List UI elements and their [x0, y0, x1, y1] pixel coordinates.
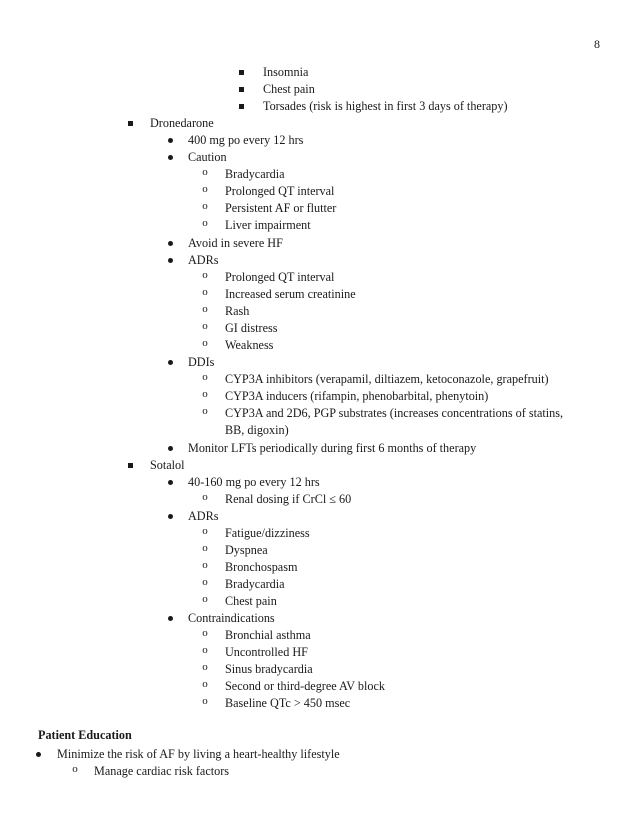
circle-bullet-icon: o	[202, 200, 208, 212]
list-item: Prolonged QT interval	[225, 184, 335, 198]
list-item: Second or third-degree AV block	[225, 679, 385, 693]
list-item: ADRs	[188, 509, 219, 523]
dot-bullet-icon	[165, 252, 175, 267]
list-item: Dronedarone	[150, 116, 214, 130]
list-item: Contraindications	[188, 611, 275, 625]
circle-bullet-icon: o	[202, 320, 208, 332]
square-bullet-icon	[236, 81, 246, 96]
dot-bullet-icon	[165, 440, 175, 455]
list-item: Avoid in severe HF	[188, 236, 283, 250]
circle-bullet-icon: o	[202, 593, 208, 605]
list-item: Monitor LFTs periodically during first 6 months of therapy	[188, 441, 477, 455]
list-item: Sotalol	[150, 458, 185, 472]
circle-bullet-icon: o	[202, 695, 208, 707]
dot-bullet-icon	[165, 235, 175, 250]
list-item: CYP3A inhibitors (verapamil, diltiazem, ketoconazole, grapefruit)	[225, 372, 549, 386]
list-item: Persistent AF or flutter	[225, 201, 337, 215]
list-item: Bradycardia	[225, 577, 285, 591]
list-item: 40-160 mg po every 12 hrs	[188, 475, 320, 489]
list-item: Chest pain	[263, 82, 315, 96]
circle-bullet-icon: o	[202, 337, 208, 349]
patient-education-heading: Patient Education	[38, 728, 132, 742]
circle-bullet-icon: o	[72, 763, 78, 775]
patient-education-item: Minimize the risk of AF by living a heart-healthy lifestyle	[57, 747, 340, 761]
list-item: Bronchial asthma	[225, 628, 311, 642]
dot-bullet-icon	[165, 610, 175, 625]
list-item: Rash	[225, 304, 250, 318]
list-item: Chest pain	[225, 594, 277, 608]
circle-bullet-icon: o	[202, 217, 208, 229]
list-item: Fatigue/dizziness	[225, 526, 310, 540]
list-item: Caution	[188, 150, 227, 164]
square-bullet-icon	[236, 98, 246, 113]
dot-bullet-icon	[165, 132, 175, 147]
circle-bullet-icon: o	[202, 286, 208, 298]
list-item: Uncontrolled HF	[225, 645, 308, 659]
circle-bullet-icon: o	[202, 525, 208, 537]
list-item: Torsades (risk is highest in first 3 days of therapy)	[263, 99, 508, 113]
list-item: DDIs	[188, 355, 215, 369]
square-bullet-icon	[236, 64, 246, 79]
list-item: ADRs	[188, 253, 219, 267]
dot-bullet-icon	[165, 149, 175, 164]
list-item: Increased serum creatinine	[225, 287, 356, 301]
circle-bullet-icon: o	[202, 371, 208, 383]
list-item: GI distress	[225, 321, 278, 335]
circle-bullet-icon: o	[202, 661, 208, 673]
list-item: Bronchospasm	[225, 560, 298, 574]
list-item: Bradycardia	[225, 167, 285, 181]
square-bullet-icon	[125, 457, 135, 472]
list-item: 400 mg po every 12 hrs	[188, 133, 304, 147]
dot-bullet-icon	[33, 746, 43, 761]
patient-education-item: Manage cardiac risk factors	[94, 764, 230, 778]
page-number: 8	[594, 37, 600, 51]
circle-bullet-icon: o	[202, 542, 208, 554]
circle-bullet-icon: o	[202, 183, 208, 195]
dot-bullet-icon	[165, 474, 175, 489]
circle-bullet-icon: o	[202, 269, 208, 281]
list-item: Prolonged QT interval	[225, 270, 335, 284]
list-item: Liver impairment	[225, 218, 311, 232]
circle-bullet-icon: o	[202, 166, 208, 178]
list-item: Renal dosing if CrCl ≤ 60	[225, 492, 352, 506]
circle-bullet-icon: o	[202, 678, 208, 690]
square-bullet-icon	[125, 115, 135, 130]
list-item: Insomnia	[263, 65, 309, 79]
list-item: CYP3A inducers (rifampin, phenobarbital, phenytoin)	[225, 389, 489, 403]
circle-bullet-icon: o	[202, 644, 208, 656]
circle-bullet-icon: o	[202, 627, 208, 639]
circle-bullet-icon: o	[202, 388, 208, 400]
circle-bullet-icon: o	[202, 491, 208, 503]
circle-bullet-icon: o	[202, 405, 208, 417]
list-item: Dyspnea	[225, 543, 268, 557]
circle-bullet-icon: o	[202, 303, 208, 315]
dot-bullet-icon	[165, 508, 175, 523]
list-item: CYP3A and 2D6, PGP substrates (increases concentrations of statins,	[225, 406, 564, 420]
circle-bullet-icon: o	[202, 559, 208, 571]
list-item: Baseline QTc > 450 msec	[225, 696, 351, 710]
list-item: BB, digoxin)	[225, 423, 289, 437]
list-item: Weakness	[225, 338, 274, 352]
dot-bullet-icon	[165, 354, 175, 369]
circle-bullet-icon: o	[202, 576, 208, 588]
list-item: Sinus bradycardia	[225, 662, 313, 676]
